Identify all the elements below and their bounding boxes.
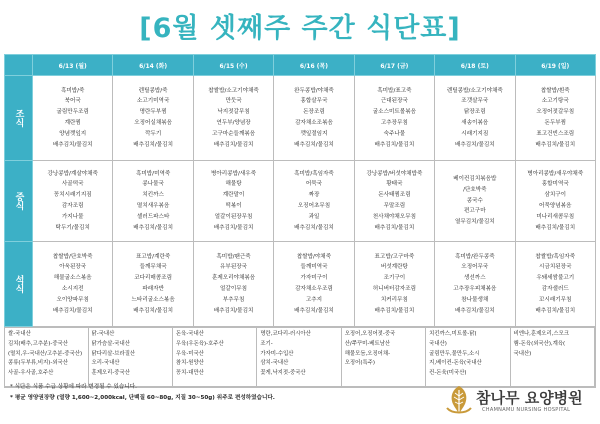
menu-item: 시금치된장국 (539, 264, 572, 271)
menu-item: 감자채소조볶음 (295, 120, 333, 126)
note-nutrition: * 평균 영양권장량 (열량 1,600~2,000kcal, 단백질 60~80g, 지질 30~50g) 위주로 편성하였습니다. (10, 395, 275, 401)
origin-line: 햄-돈육(외국산),계육( (513, 340, 566, 347)
menu-item: 배추김치/물김치 (294, 224, 334, 231)
meal-label (5, 242, 33, 327)
menu-item: 병아리콩밥/새우죽 (210, 170, 257, 177)
menu-item: 근대된장국 (380, 98, 408, 105)
origin-cell (510, 328, 594, 387)
page-title: [6월 셋째주 주간 식단표] (139, 13, 461, 44)
menu-item: 짜장 (308, 192, 320, 199)
menu-item: 새송이볶음 (461, 120, 489, 126)
lunch-row (5, 161, 596, 242)
menu-cell (515, 76, 595, 161)
menu-item: 표고건빈스조림 (536, 130, 575, 137)
menu-item: 사골떡국 (61, 181, 84, 188)
menu-item: 어묵양념볶음 (539, 203, 572, 209)
menu-item: 어묵국 (305, 181, 323, 188)
menu-item: 유부된장국 (220, 264, 248, 271)
menu-cell (515, 161, 595, 242)
menu-item: 파래자반 (142, 286, 164, 292)
menu-item: 오징어무국 (461, 264, 489, 271)
menu-item: 셀러드파스타 (136, 213, 170, 220)
menu-item: 렌틸콩밥/죽 (138, 87, 168, 94)
menu-item: 천사채야채오무침 (372, 213, 417, 220)
meal-label (5, 161, 33, 242)
menu-item: 배추김치/물김치 (52, 141, 93, 148)
menu-item: 감자채소우조림 (295, 286, 333, 292)
origin-line: 오리-국내산 (91, 360, 120, 367)
origin-line: 오징어(특주) (344, 360, 375, 367)
menu-item: 고추지 (305, 296, 323, 303)
menu-item: 황태국 (386, 181, 403, 188)
menu-item: 배추김치/물김치 (294, 141, 334, 148)
menu-item: 탁두기/물김치 (55, 224, 90, 231)
menu-cell (33, 76, 113, 161)
menu-item: 계란찜 (64, 120, 81, 126)
menu-cell (354, 242, 434, 327)
menu-item: 가자미구이 (300, 275, 328, 282)
menu-item: 아욱된장국 (59, 264, 87, 271)
origin-line: 참치-원양산 (175, 360, 204, 367)
menu-item: 돈장조림 (303, 109, 325, 116)
weekly-menu-table (4, 54, 596, 388)
menu-item: 돈두부찜 (544, 120, 567, 126)
origin-cell (426, 328, 510, 387)
meal-label (5, 76, 33, 161)
menu-item: 렌틸콩밥/소고기야채죽 (446, 87, 503, 94)
menu-item: 강낭콩밥/버섯야채밥죽 (366, 170, 423, 177)
meal-label-text: 석식 (13, 275, 24, 293)
menu-item: 조기구이 (383, 275, 406, 282)
menu-item: 얼갈이된장무침 (214, 213, 253, 220)
menu-cell (274, 161, 354, 242)
menu-item: 부추무침 (222, 296, 245, 303)
origin-cell (5, 328, 88, 387)
origin-line: 닭다리살-브라질산 (91, 350, 136, 357)
menu-item: 낙지젓갈무침 (217, 109, 250, 116)
day-header: 6/17 (금) (354, 55, 434, 76)
dinner-row (5, 242, 596, 327)
menu-item: 배추김치/물김치 (374, 307, 415, 314)
menu-cell (193, 76, 273, 161)
oak-leaf-icon (444, 384, 474, 418)
menu-item: 꼬시래기무침 (539, 296, 572, 303)
day-header: 6/16 (목) (274, 55, 354, 76)
menu-item: 시래기지짐 (461, 130, 489, 137)
origin-line: (멸치,우-국내산/고추분-중국산) (8, 350, 83, 357)
menu-item: 감자샐러드 (541, 286, 569, 292)
menu-item: 연두부/양념장 (216, 120, 251, 126)
menu-item: 치킨까스 (142, 192, 164, 199)
menu-item: 흑미밥/완두콩죽 (454, 253, 495, 260)
menu-item: 배추김치/물김치 (454, 307, 495, 314)
menu-item: 양념깻잎지 (59, 130, 87, 137)
origin-line: 조기- (260, 340, 273, 347)
menu-item: 북어국 (64, 98, 81, 105)
menu-item: 멸치새우볶음 (136, 203, 170, 209)
menu-item: 가지나물 (61, 213, 84, 220)
meal-label-text: 중식 (13, 192, 24, 210)
menu-item: 깍두기 (145, 130, 162, 137)
menu-item: 얼갈이무침 (220, 286, 248, 292)
menu-item: 들깨미역국 (300, 264, 328, 271)
origin-line: 굴림만두,물만두,소시 (429, 350, 480, 357)
origin-line: 닭-국내산 (91, 331, 115, 337)
menu-item: 찹쌀밥/단호박죽 (52, 253, 93, 260)
menu-item: 과일 (308, 213, 320, 220)
menu-item: 들깨무채국 (139, 264, 167, 271)
menu-item: 배추김치/물김치 (213, 141, 254, 148)
menu-item: 감자조림 (61, 203, 84, 209)
hospital-name: 참나무 요양병원 (476, 389, 583, 407)
day-header: 6/15 (수) (193, 55, 273, 76)
menu-item: 배추김치/물김치 (213, 307, 254, 314)
origin-cell (257, 328, 341, 387)
origin-line: 치킨까스,미트볼-닭( (429, 331, 477, 337)
origin-line: 가자미-수입산 (260, 350, 294, 357)
note-supply: * 식단은 식품 수급 상황에 따라 변경될 수 있습니다. (10, 384, 137, 390)
day-header: 6/13 (월) (33, 55, 113, 76)
menu-item: 꽁치시래기지짐 (53, 192, 92, 199)
menu-item: 표고밥/고구마죽 (374, 253, 415, 260)
menu-item: 콩국수 (466, 197, 483, 204)
menu-item: 오이양파무침 (56, 296, 89, 303)
menu-item: 배추김치/물김치 (52, 307, 93, 314)
menu-item: 배추김치/물김치 (133, 224, 173, 231)
menu-item: 배추김치/물김치 (535, 307, 576, 314)
header-corner (5, 55, 33, 76)
day-header: 6/18 (토) (435, 55, 515, 76)
menu-item: 배추김치/물김치 (374, 141, 415, 148)
menu-item: 찹쌀밥/흑임자죽 (535, 253, 576, 260)
origin-line: 김치(배추,고추분)-중국산 (8, 340, 68, 347)
menu-item: 배추김치/물김치 (535, 224, 576, 231)
origin-line: 국내산) (429, 340, 447, 347)
hospital-logo (444, 380, 594, 420)
menu-item: 해물탕 (225, 181, 242, 188)
menu-item: 강낭콩밥/계살야채죽 (47, 170, 98, 177)
meal-label-text: 조식 (13, 109, 24, 127)
menu-item: 배추김치/물김치 (374, 224, 415, 231)
menu-item: 찹쌀밥/흰죽 (540, 87, 570, 94)
menu-cell (193, 242, 273, 327)
menu-item: 오징어젓갈무침 (536, 109, 575, 116)
origin-line: 산/쭈꾸미-베트남산 (344, 340, 391, 347)
origin-row (5, 327, 596, 388)
origin-line: 닭가슴살-국내산 (91, 340, 130, 347)
menu-cell (33, 242, 113, 327)
day-header: 6/14 (화) (113, 55, 193, 76)
origin-line: 꽁치-대만산 (175, 370, 204, 377)
origin-cell (88, 328, 172, 387)
menu-cell (274, 242, 354, 327)
menu-item: 삼치구이 (544, 192, 567, 199)
menu-cell (113, 161, 193, 242)
origin-line: 돈육-국내산 (175, 331, 204, 337)
menu-item: 완두콩밥/야채죽 (294, 87, 334, 94)
menu-item: 닭장조림 (464, 109, 486, 116)
menu-item: 찹쌀밥/소고기야채죽 (208, 87, 259, 94)
menu-cell (435, 242, 515, 327)
menu-item: 버섯계란탕 (380, 264, 408, 271)
menu-cell (435, 76, 515, 161)
menu-item: 배추김치/물김치 (454, 141, 495, 148)
menu-item: 콩나물국 (142, 181, 164, 188)
origin-line: 우육-미국산 (175, 350, 204, 357)
breakfast-row (5, 76, 596, 161)
origin-line: 사골-우사골,호주산 (8, 370, 54, 377)
menu-item: 깻잎절임지 (300, 130, 328, 137)
origin-line: 꽃게,낙지젓-중국산 (260, 370, 306, 377)
origin-line: 콩류(두부류,비지)-외국산 (8, 360, 68, 367)
menu-item: 배추김치/물김치 (535, 141, 576, 148)
menu-item: 흑미밥/죽 (60, 87, 85, 94)
menu-item: 돈사태찜조림 (378, 192, 411, 199)
menu-item: 훈제오리야채볶음 (211, 275, 256, 282)
menu-cell (113, 242, 193, 327)
menu-item: 미나리새콤무침 (536, 213, 575, 220)
menu-item: 편고구마 (464, 208, 486, 215)
menu-item: 굴림만두조림 (56, 109, 89, 116)
origin-line: 오징어,오징어젓-중국 (344, 331, 396, 337)
menu-item: 열무김치/물김치 (454, 219, 495, 226)
menu-item: 조갯살무국 (461, 98, 489, 105)
menu-item: 배추김치/물김치 (213, 224, 254, 231)
menu-item: 코다리매콤조림 (134, 275, 173, 282)
menu-item: 흑미밥/팬근죽 (216, 253, 251, 260)
menu-cell (113, 76, 193, 161)
menu-item: 만둣국 (225, 98, 242, 105)
menu-item: 생선까스 (464, 275, 486, 282)
menu-item: 홍합살무국 (300, 98, 328, 105)
menu-cell (354, 161, 434, 242)
menu-item: 오징어초무침 (297, 203, 331, 209)
menu-item: 소고기탕국 (541, 98, 569, 105)
day-header: 6/19 (일) (515, 55, 595, 76)
menu-item: 홍합미역국 (541, 181, 569, 188)
menu-item: 표고밥/계란죽 (135, 253, 171, 260)
menu-item: 배추김치/물김치 (294, 307, 334, 314)
origin-line: 훈제오리-중국산 (91, 370, 130, 377)
origin-line: 해물모듬,오징어채- (344, 350, 391, 357)
menu-cell (274, 76, 354, 161)
menu-item: 흑미밥/흑임자죽 (294, 170, 334, 177)
menu-item: 치커리무침 (380, 296, 408, 303)
menu-item: 참나물생채 (461, 296, 489, 303)
menu-item: 배추김치/물김치 (133, 307, 173, 314)
origin-line: 비엔나,훈제오리,스모크 (513, 331, 570, 337)
menu-item: 흑미밥/표고죽 (377, 87, 412, 94)
header-row (5, 55, 596, 76)
menu-item: 고추장우피채볶음 (453, 286, 497, 292)
menu-item: 해물굴소스볶음 (53, 275, 92, 282)
origin-cell (172, 328, 256, 387)
notes (10, 382, 410, 404)
menu-item: 계란말이 (222, 192, 245, 199)
menu-item: 허니버터감자조림 (372, 286, 417, 292)
menu-item: 베이컨김치볶음밥 (453, 176, 497, 182)
menu-cell (193, 161, 273, 242)
hospital-subtitle: CHAMNAMU NURSING HOSPITAL (482, 407, 571, 413)
menu-item: 느타리굴소스볶음 (131, 296, 175, 303)
menu-item: 우돼세쌈불고기 (536, 275, 575, 282)
menu-item: 소고기미역국 (136, 98, 170, 105)
menu-item: 고추장무침 (380, 120, 408, 126)
menu-item: 찹쌀밥/야채죽 (296, 253, 332, 260)
menu-item: 소시지전 (61, 286, 84, 292)
menu-item: 굴소스미트볼볶음 (372, 109, 417, 116)
origin-line: 명란,코다리-러시아산 (260, 331, 311, 337)
menu-item: 무말조림 (383, 203, 406, 209)
origin-line: 지,베이컨-돈육(국내산 (429, 360, 482, 367)
menu-cell (515, 242, 595, 327)
menu-cell (435, 161, 515, 242)
menu-item: 오징어실채볶음 (134, 120, 173, 126)
menu-item: 흑미밥/미역죽 (135, 170, 171, 177)
menu-item: 병아리콩밥/새우야채죽 (527, 170, 584, 177)
origin-cell (341, 328, 425, 387)
menu-item: 숙주나물 (383, 130, 406, 137)
menu-item: 명란두부찜 (139, 109, 167, 116)
origin-line: 우육(우돈육)-호주산 (175, 340, 224, 347)
origin-line: 삼치-국내산 (260, 360, 289, 367)
origin-line: 국내산) (513, 350, 532, 357)
menu-cell (354, 76, 434, 161)
menu-item: 배추김치/물김치 (133, 141, 173, 148)
menu-item: /단호박죽 (463, 186, 487, 193)
menu-cell (33, 161, 113, 242)
origin-line: 컨-돈육(미국산) (429, 370, 467, 377)
origin-line: 쌀-국내산 (8, 331, 31, 337)
menu-item: 고구마순들깨볶음 (211, 130, 256, 137)
menu-item: 떡볶이 (225, 203, 242, 209)
